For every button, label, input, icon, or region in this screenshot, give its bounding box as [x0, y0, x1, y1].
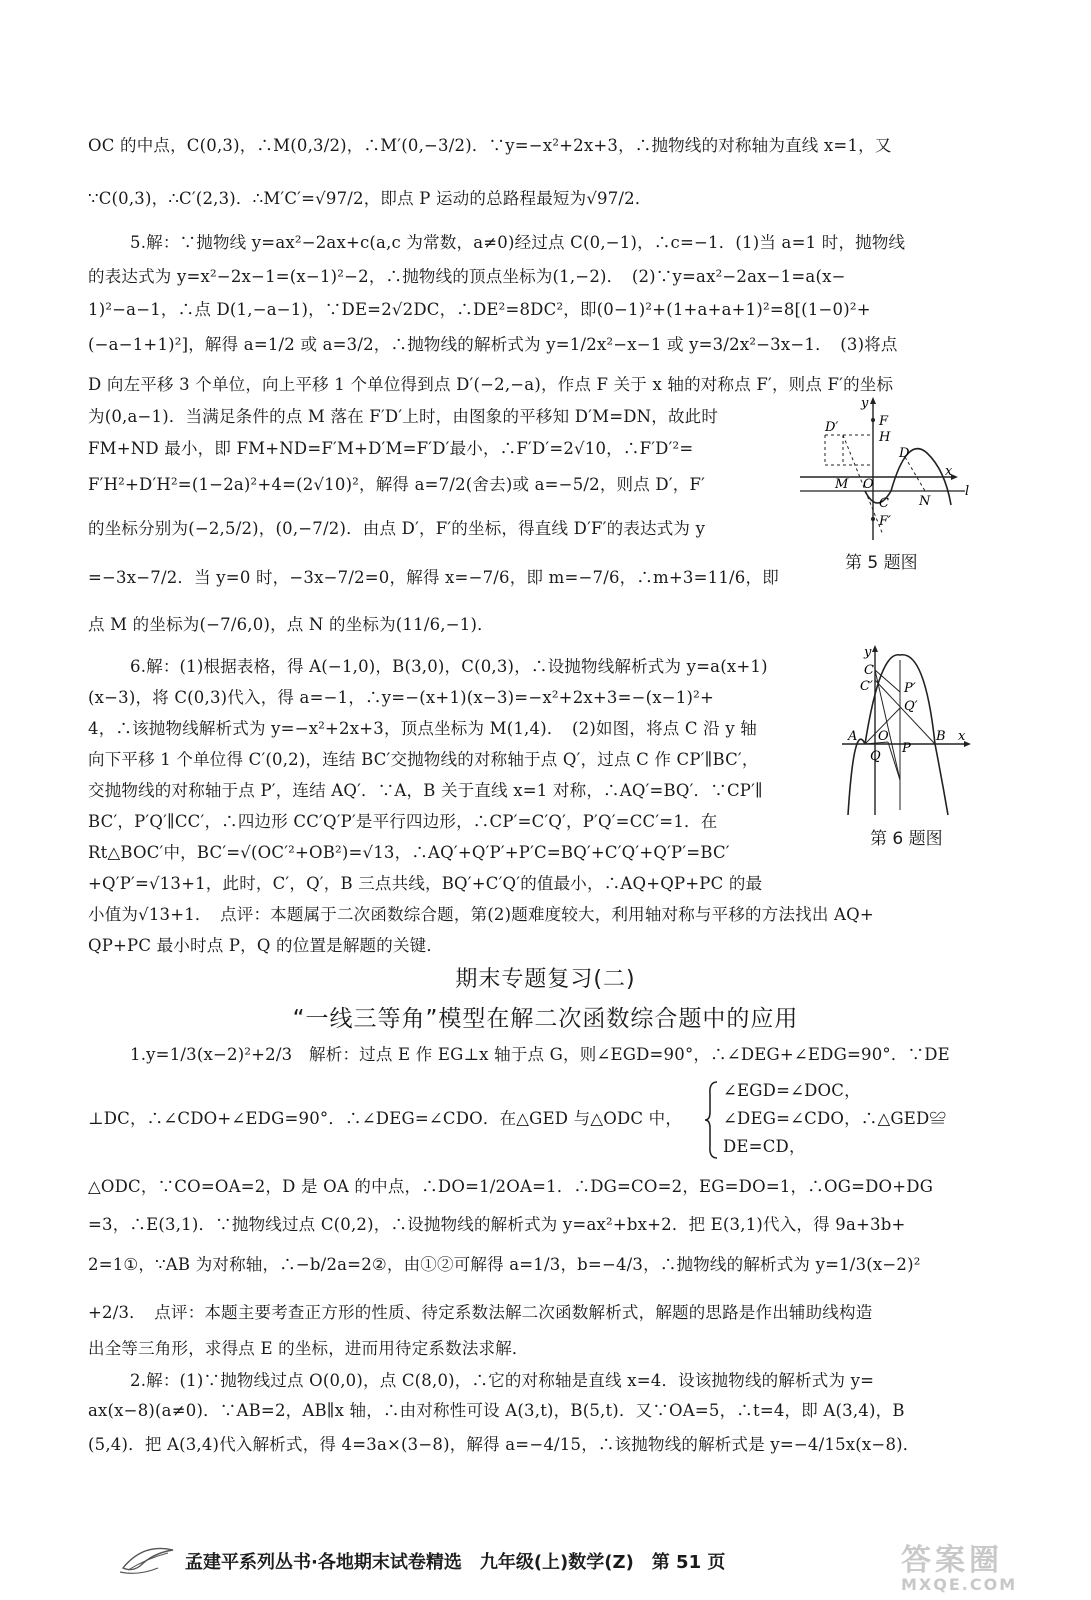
fig5-label-H: H — [879, 430, 891, 445]
watermark-title: 答案圈 — [901, 1543, 1003, 1578]
text-line-2: ∵C(0,3)，∴C′(2,3)．∴M′C′=√97/2，即点 P 运动的总路程最短为√97/2． — [88, 189, 652, 208]
fig6-label-x: x — [958, 729, 966, 744]
fig5-label-F: F — [879, 414, 889, 429]
text-line-29: +2/3． 点评：本题主要考查正方形的性质、待定系数法解二次函数解析式，解题的思路是作出辅助线构造 — [88, 1303, 873, 1322]
fig5-label-C: C — [879, 496, 889, 511]
left-brace — [705, 1080, 719, 1160]
text-line-4: 的表达式为 y=x²−2x−1=(x−1)²−2，∴抛物线的顶点坐标为(1,−2)． (2)∵y=ax²−2ax−1=a(x− — [88, 267, 846, 286]
fig6-label-O: O — [878, 729, 889, 744]
fig5-label-x: x — [945, 464, 953, 479]
fig6-label-y: y — [864, 645, 872, 660]
text-line-7: D 向左平移 3 个单位，向上平移 1 个单位得到点 D′(−2,−a)，作点 F 关于 x 轴的对称点 F′，则点 F′的坐标 — [88, 375, 894, 394]
text-line-1: OC 的中点，C(0,3)，∴M(0,3/2)，∴M′(0,−3/2)．∵y=−x²+2x+3，∴抛物线的对称轴为直线 x=1，又 — [88, 136, 892, 155]
figure-6-caption: 第 6 题图 — [870, 829, 943, 849]
text-line-12: =−3x−7/2．当 y=0 时，−3x−7/2=0，解得 x=−7/6，即 m=−7/6，∴m+3=11/6，即 — [88, 568, 779, 587]
text-line-31: 2.解：(1)∵抛物线过点 O(0,0)，点 C(8,0)，∴它的对称轴是直线 x=4．设该抛物线的解析式为 y= — [130, 1371, 875, 1390]
fig6-label-Q-prime: Q′ — [904, 699, 918, 714]
text-line-18: 交抛物线的对称轴于点 P′，连结 AQ′．∵A，B 关于直线 x=1 对称，∴AQ′=BQ′．∵CP′∥ — [88, 781, 763, 800]
text-line-27: =3，∴E(3,1)．∵抛物线过点 C(0,2)，∴设抛物线的解析式为 y=ax²+bx+2．把 E(3,1)代入，得 9a+3b+ — [88, 1215, 906, 1234]
text-line-8: 为(0,a−1)．当满足条件的点 M 落在 F′D′上时，由图象的平移知 D′M=DN，故此时 — [88, 407, 719, 426]
section-subtitle: “一线三等角”模型在解二次函数综合题中的应用 — [292, 1006, 799, 1032]
fig6-label-C: C — [864, 663, 874, 678]
fig6-label-A: A — [848, 729, 858, 744]
text-line-13: 点 M 的坐标为(−7/6,0)，点 N 的坐标为(11/6,−1)． — [88, 615, 494, 634]
fig5-label-F-prime: F′ — [879, 514, 891, 529]
site-watermark — [901, 1535, 1071, 1595]
text-line-33: (5,4)．把 A(3,4)代入解析式，得 4=3a×(3−8)，解得 a=−4/15，∴该抛物线的解析式是 y=−4/15x(x−8)． — [88, 1435, 920, 1454]
fig5-label-N: N — [919, 494, 931, 509]
congruence-conditions — [705, 1080, 995, 1160]
text-line-15: (x−3)，将 C(0,3)代入，得 a=−1，∴y=−(x+1)(x−3)=−x²+2x+3=−(x−1)²+ — [88, 688, 715, 707]
text-line-17: 向下平移 1 个单位得 C′(0,2)，连结 BC′交抛物线的对称轴于点 Q′，过点 C 作 CP′∥BC′， — [88, 750, 759, 769]
text-line-11: 的坐标分别为(−2,5/2)，(0,−7/2)．由点 D′，F′的坐标，得直线 D′F′的表达式为 y — [88, 519, 706, 538]
fig5-label-D-prime: D′ — [825, 420, 839, 435]
fig6-label-Q: Q — [870, 749, 881, 764]
section-title: 期末专题复习(二) — [455, 967, 636, 992]
fig6-label-C-prime: C′ — [860, 679, 873, 694]
text-line-14: 6.解：(1)根据表格，得 A(−1,0)，B(3,0)，C(0,3)，∴设抛物线解析式为 y=a(x+1) — [130, 657, 768, 676]
figure-6-graph — [840, 640, 980, 820]
fig5-label-y: y — [861, 396, 869, 411]
fig5-label-D: D — [899, 446, 910, 461]
text-line-32: ax(x−8)(a≠0)．∵AB=2，AB∥x 轴，∴由对称性可设 A(3,t)，B(5,t)．又∵OA=5，∴t=4，即 A(3,4)，B — [88, 1401, 905, 1420]
figure-5-graph — [795, 395, 975, 545]
figure-5 — [795, 395, 975, 545]
fig6-label-B: B — [936, 729, 946, 744]
text-line-19: BC′，P′Q′∥CC′，∴四边形 CC′Q′P′是平行四边形，∴CP′=C′Q′，P′Q′=CC′=1．在 — [88, 812, 718, 831]
fig5-label-l: l — [965, 484, 970, 499]
page-footer: 孟建平系列丛书·各地期末试卷精选 九年级(上)数学(Z) 第 51 页 — [185, 1552, 726, 1573]
fig5-label-O: O — [863, 477, 874, 492]
text-line-23: QP+PC 最小时点 P，Q 的位置是解题的关键． — [88, 936, 444, 955]
fig5-label-M: M — [835, 477, 849, 492]
figure-5-caption: 第 5 题图 — [845, 553, 918, 573]
text-line-10: F′H²+D′H²=(1−2a)²+4=(2√10)²，解得 a=7/2(舍去)或 a=−5/2，则点 D′，F′ — [88, 475, 706, 494]
condition-1: ∠EGD=∠DOC， — [723, 1081, 861, 1100]
text-line-3: 5.解：∵抛物线 y=ax²−2ax+c(a,c 为常数，a≠0)经过点 C(0,−1)，∴c=−1．(1)当 a=1 时，抛物线 — [130, 233, 906, 252]
condition-2: ∠DEG=∠CDO，∴△GED≌ — [723, 1109, 947, 1128]
watermark-url: MXQE.COM — [901, 1575, 1018, 1594]
leaf-ornament-icon — [118, 1538, 178, 1578]
text-line-20: Rt△BOC′中，BC′=√(OC′²+OB²)=√13，∴AQ′+Q′P′+P′C=BQ′+C′Q′+Q′P′=BC′ — [88, 843, 730, 862]
text-line-28: 2=1①，∵AB 为对称轴，∴−b/2a=2②，由①②可解得 a=1/3，b=−4/3，∴抛物线的解析式为 y=1/3(x−2)² — [88, 1255, 921, 1274]
text-line-6: (−a−1+1)²]，解得 a=1/2 或 a=3/2，∴抛物线的解析式为 y=1/2x²−x−1 或 y=3/2x²−3x−1． (3)将点 — [88, 335, 898, 354]
text-line-25: ⊥DC，∴∠CDO+∠EDG=90°．∴∠DEG=∠CDO．在△GED 与△ODC 中， — [88, 1109, 683, 1128]
text-line-26: △ODC，∵CO=OA=2，D 是 OA 的中点，∴DO=1/2OA=1．∴DG=CO=2，EG=DO=1，∴OG=DO+DG — [88, 1177, 934, 1196]
condition-3: DE=CD， — [723, 1137, 806, 1156]
fig6-label-P: P — [902, 741, 911, 756]
figure-6 — [840, 640, 980, 820]
fig6-label-P-prime: P′ — [904, 681, 916, 696]
text-line-9: FM+ND 最小，即 FM+ND=F′M+D′M=F′D′最小，∴F′D′=2√10，∴F′D′²= — [88, 439, 694, 458]
text-line-30: 出全等三角形，求得点 E 的坐标，进而用待定系数法求解． — [88, 1339, 529, 1358]
text-line-16: 4，∴该抛物线解析式为 y=−x²+2x+3，顶点坐标为 M(1,4)． (2)如图，将点 C 沿 y 轴 — [88, 719, 757, 738]
text-line-5: 1)²−a−1，∴点 D(1,−a−1)，∵DE=2√2DC，∴DE²=8DC²，即(0−1)²+(1+a+a+1)²=8[(1−0)²+ — [88, 300, 871, 319]
text-line-24: 1.y=1/3(x−2)²+2/3 解析：过点 E 作 EG⊥x 轴于点 G，则∠EGD=90°，∴∠DEG+∠EDG=90°．∵DE — [130, 1045, 950, 1064]
text-line-21: +Q′P′=√13+1，此时，C′，Q′，B 三点共线，BQ′+C′Q′的值最小，∴AQ+QP+PC 的最 — [88, 874, 763, 893]
text-line-22: 小值为√13+1． 点评：本题属于二次函数综合题，第(2)题难度较大，利用轴对称与平移的方法找出 AQ+ — [88, 905, 874, 924]
